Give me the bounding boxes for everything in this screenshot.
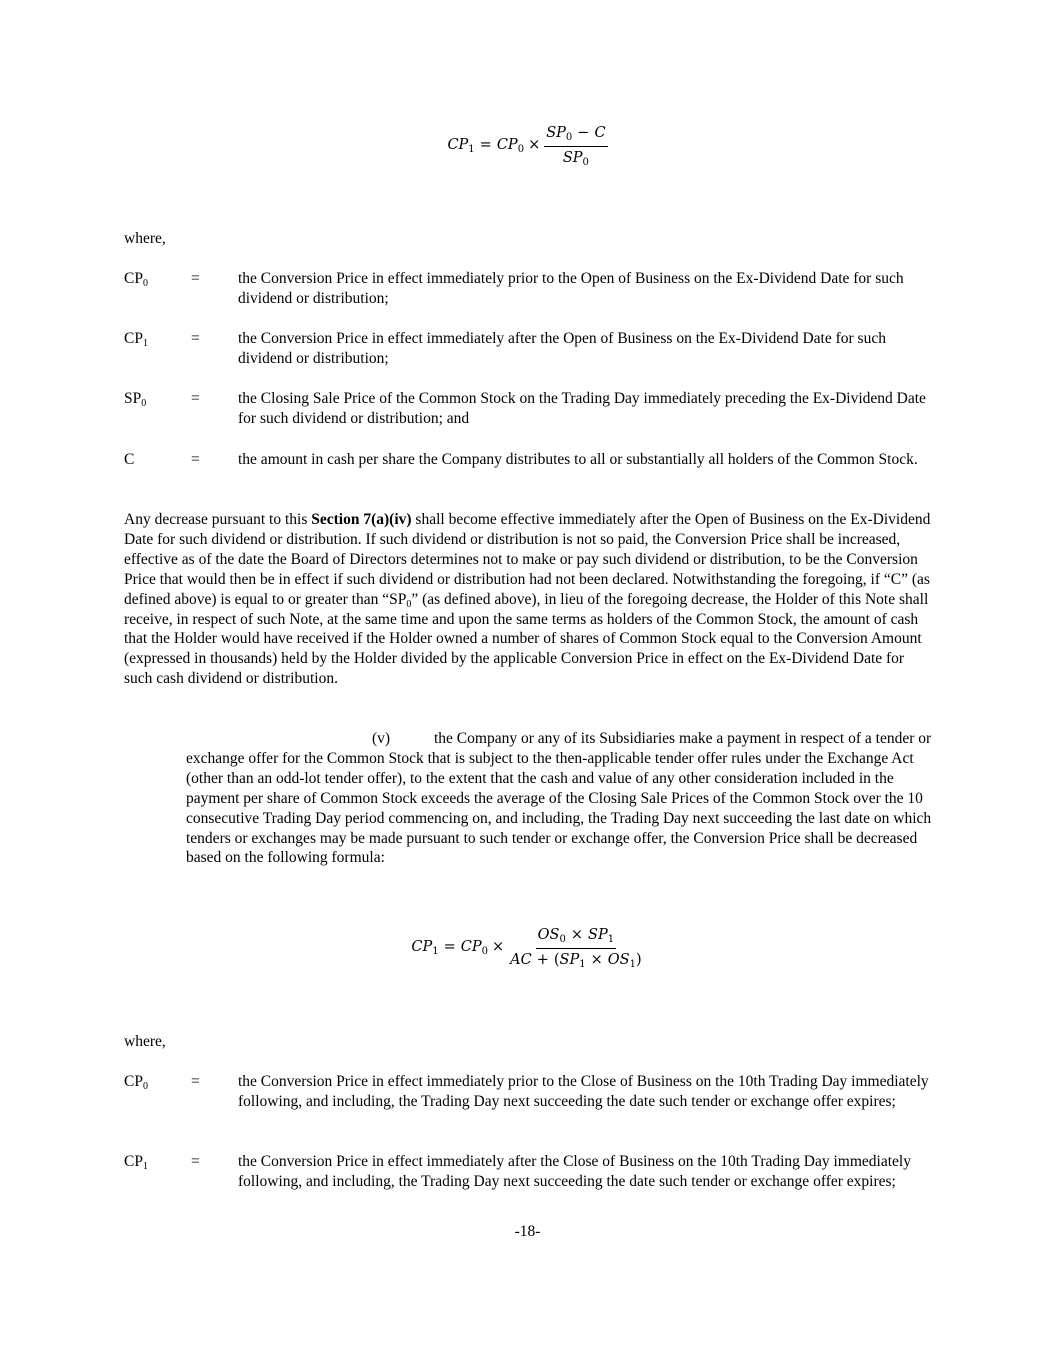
- where-label-2: where,: [124, 1033, 166, 1050]
- clause-v: [186, 729, 934, 868]
- formula-1-fraction: [544, 124, 607, 169]
- definition-equals: =: [191, 270, 200, 287]
- formula-2-numerator: $OS_0 \times SP_1$: [536, 926, 616, 949]
- formula-1-times: ×: [528, 137, 541, 154]
- formula-1: [0, 124, 1055, 169]
- definition-text: the Conversion Price in effect immediately prior to the Open of Business on the Ex-Dividend Date for such dividend or distribution;: [238, 270, 904, 307]
- definition-term: $SP_0$: [124, 390, 147, 409]
- formula-2-denominator: AC + $(SP_1 \times OS_1)$: [510, 951, 642, 970]
- formula-2-times: ×: [491, 939, 505, 956]
- formula-2-equals: =: [443, 939, 456, 956]
- definition-equals: =: [191, 330, 200, 347]
- definition-term: C: [124, 451, 135, 468]
- formula-2-fraction: [508, 926, 644, 971]
- definition-term: $CP_0$: [124, 1073, 148, 1092]
- definition-equals: =: [191, 1073, 200, 1090]
- definition-text: the amount in cash per share the Company distributes to all or substantially all holders of the Common Stock.: [238, 451, 918, 468]
- clause-text: the Company or any of its Subsidiaries make a payment in respect of a tender or exchange offer for the Common Stock that is subject to the then-applicable tender offer rules under the Exchange Act (other than an odd-lot tender offer), to the extent that the cash and value of any other consideration included in the payment per share of Common Stock exceeds the average of the Closing Sale Prices of the Common Stock over the 10 consecutive Trading Day period commencing on, and including, the Trading Day next succeeding the last date on which tenders or exchanges may be made pursuant to such tender or exchange offer, the Conversion Price shall be decreased based on the following formula:: [186, 730, 932, 867]
- page-number: -18-: [514, 1223, 541, 1240]
- formula-1-numerator: $SP_0 - C$: [544, 124, 607, 147]
- decrease-paragraph: Any decrease pursuant to this Section 7(a)(iv) shall become effective immediately after the Open of Business on the Ex-Dividend Date for such dividend or distribution. If such dividend or distribution is not so paid, the Conversion Price shall be increased, effective as of the date the Board of Directors determines not to make or pay such dividend or distribution, to be the Conversion Price that would then be in effect if such dividend or distribution had not been declared. Notwithstanding the foregoing, if “C” (as defined above) is equal to or greater than “$SP_0$” (as defined above), in lieu of the foregoing decrease, the Holder of this Note shall receive, in respect of such Note, at the same time and upon the same terms as holders of the Common Stock, the amount of cash that the Holder would have received if the Holder owned a number of shares of Common Stock equal to the Conversion Amount (expressed in thousands) held by the Holder divided by the applicable Conversion Price in effect on the Ex-Dividend Date for such cash dividend or distribution.: [124, 511, 931, 688]
- definition-equals: =: [191, 390, 200, 407]
- formula-2-lhs: $CP_1$: [411, 939, 439, 958]
- formula-1-lhs: $CP_1$: [447, 137, 475, 156]
- definition-term: $CP_0$: [124, 270, 148, 289]
- definition-equals: =: [191, 1153, 200, 1170]
- definition-text: the Closing Sale Price of the Common Stock on the Trading Day immediately preceding the Ex-Dividend Date for such dividend or distribution; and: [238, 390, 926, 427]
- definition-text: the Conversion Price in effect immediately prior to the Close of Business on the 10th Trading Day immediately following, and including, the Trading Day next succeeding the date such tender or exchange offer expires;: [238, 1073, 929, 1110]
- formula-2: [0, 926, 1055, 971]
- formula-2-rhs: $CP_0$: [460, 939, 488, 958]
- definition-text: the Conversion Price in effect immediately after the Open of Business on the Ex-Dividend Date for such dividend or distribution;: [238, 330, 886, 367]
- section-reference: Section 7(a)(iv): [311, 511, 412, 528]
- definition-term: $CP_1$: [124, 1153, 148, 1172]
- formula-1-equals: =: [479, 137, 492, 154]
- formula-1-denominator: $SP_0$: [562, 149, 589, 168]
- definition-text: the Conversion Price in effect immediately after the Close of Business on the 10th Trading Day immediately following, and including, the Trading Day next succeeding the date such tender or exchange offer expires;: [238, 1153, 911, 1190]
- clause-number: (v): [372, 730, 391, 747]
- definition-term: $CP_1$: [124, 330, 148, 349]
- formula-1-rhs: $CP_0$: [496, 137, 525, 156]
- definition-equals: =: [191, 451, 200, 468]
- where-label-1: where,: [124, 230, 166, 247]
